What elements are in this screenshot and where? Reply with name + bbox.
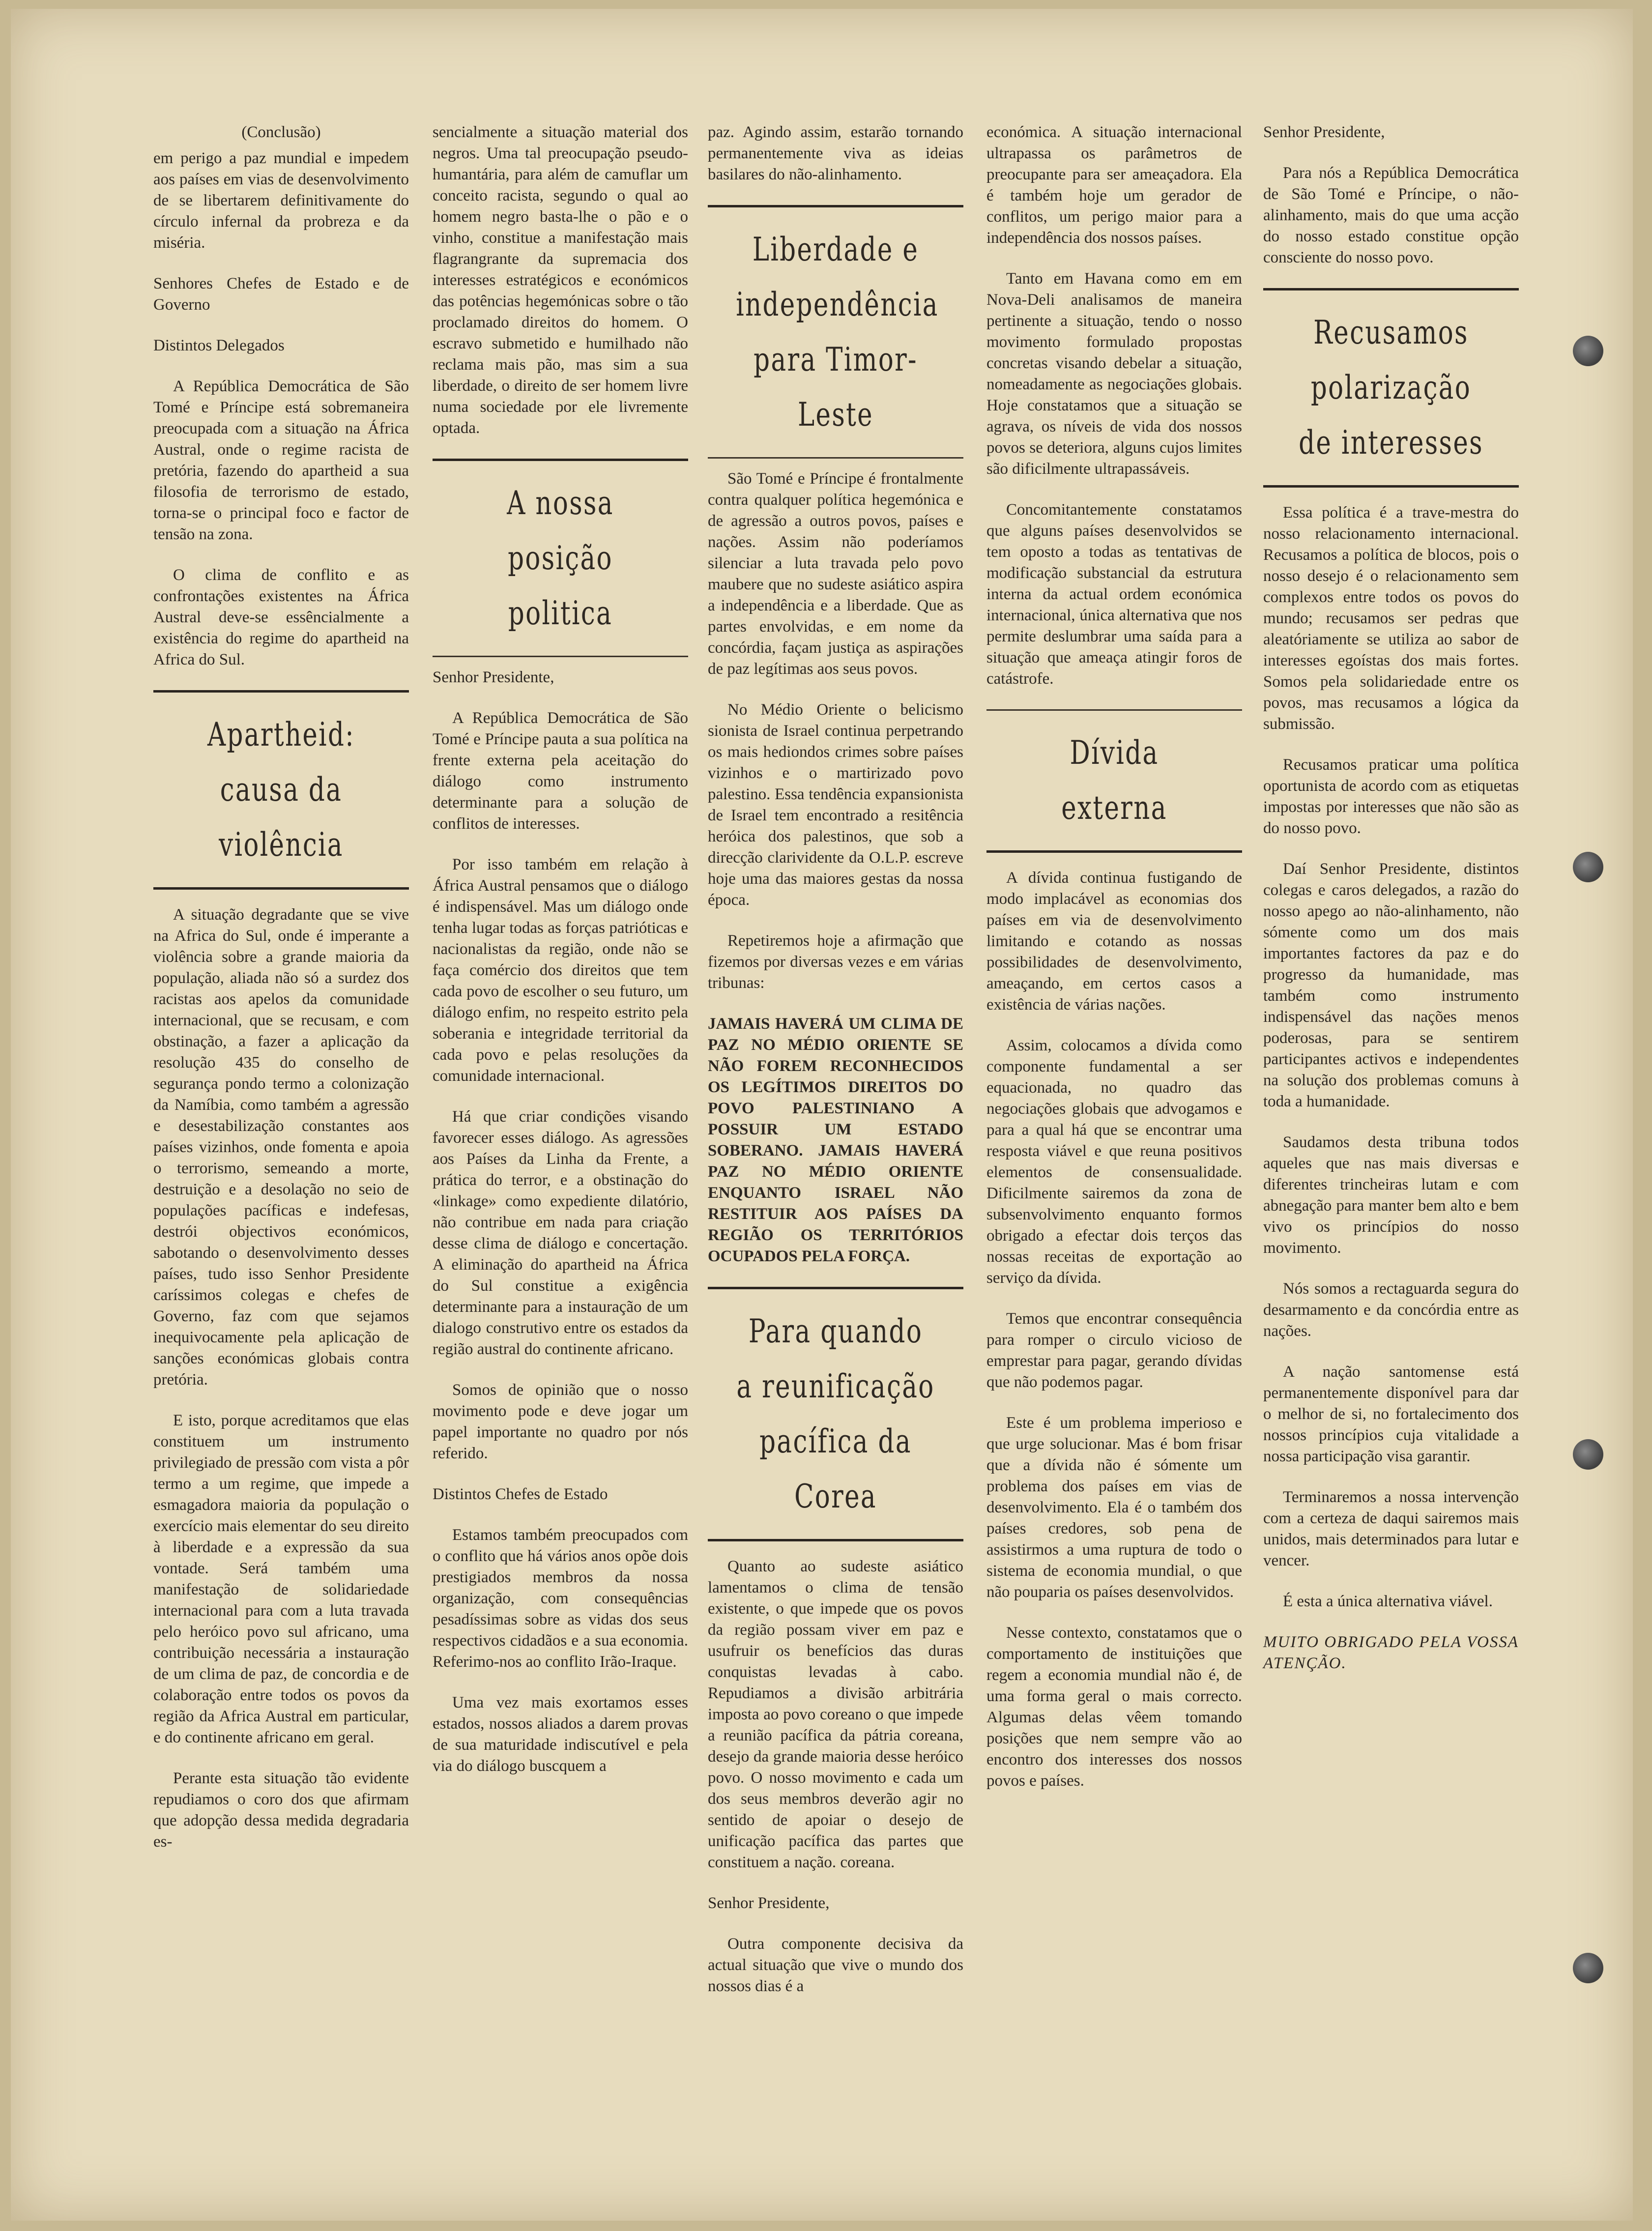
- section-divider: [708, 1539, 963, 1541]
- paragraph: Concomitantemente constatamos que alguns países desenvolvidos se tem oposto a todas as tentativas de modificação substancial da estrutura interna da actual ordem económica internacional, única alternativa que nos permite deslumbrar uma saída para a situação que ameaça atingir foros de catástrofe.: [986, 501, 1242, 688]
- section-divider: [153, 690, 409, 693]
- binder-hole: [1573, 1953, 1603, 1983]
- salutation: Senhores Chefes de Estado e de Governo: [153, 275, 409, 314]
- paragraph: Essa política é a trave-mestra do nosso relacionamento internacional. Recusamos a política de blocos, pois o nosso desejo é o relacionamento sem complexos entre todos os povos do mundo; recusamos ser pedras que aleatóriamente se utiliza ao sabor de interesses egoístas dos mais fortes. Somos pela solidariedade entre os povos, mas recusamos a lógica da submissão.: [1263, 504, 1519, 733]
- binder-hole: [1573, 336, 1603, 366]
- section-divider: [708, 1287, 963, 1289]
- paragraph: Repetiremos hoje a afirmação que fizemos por diversas vezes e em várias tribunas:: [708, 932, 963, 992]
- paragraph: Tanto em Havana como em em Nova-Deli analisamos de maneira pertinente a situação, tendo o nosso movimento formulado propostas concretas visando debelar a situação, nomeadamente as negociações globais. Hoje constatamos que a situação se agrava, os níveis de vida dos nossos povos se deteriora, alguns cujos limites são dificilmente ultrapassáveis.: [986, 270, 1242, 478]
- binder-hole: [1573, 1439, 1603, 1470]
- capitalized-statement: JAMAIS HAVERÁ UM CLIMA DE PAZ NO MÉDIO ORIENTE SE NÃO FOREM RECONHECIDOS OS LEGÍTIMOS DIREITOS DO POVO PALESTINIANO A POSSUIR UM ESTADO SOBERANO. JAMAIS HAVERÁ PAZ NO MÉDIO ORIENTE ENQUANTO ISRAEL NÃO RESTITUIR AOS PAÍSES DA REGIÃO OS TERRITÓRIOS OCUPADOS PELA FORÇA.: [708, 1015, 963, 1265]
- paragraph: São Tomé e Príncipe é frontalmente contra qualquer política hegemónica e de agressão a outros povos, países e nações. Assim não poderíamos silenciar a luta travada pelo povo maubere que no sudeste asiático aspira a independência e a liberdade. Que as partes envolvidas, e em nome da concórdia, façam justiça as aspirações de paz legítimas aos seus povos.: [708, 470, 963, 678]
- column-4: [986, 122, 1242, 1811]
- section-divider: [1263, 288, 1519, 290]
- paragraph: Há que criar condições visando favorecer esses diálogo. As agressões aos Países da Linha da Frente, a prática do terror, e a obstinação do «linkage» como expediente dilatório, não contribue em nada para criação desse clima de diálogo e concertação. A eliminação do apartheid na África do Sul constitue a exigência determinante para a instauração de um dialogo construtivo entre os estados da região austral do continente africano.: [433, 1108, 688, 1358]
- paragraph: Daí Senhor Presidente, distintos colegas e caros delegados, a razão do nosso apego ao não-alinhamento, não sómente como um dos mais importantes factores da paz e do progresso da humanidade, mas também como instrumento indispensável das nações menos poderosas, para se sentirem participantes activos e independentes na solução dos problemas comuns à toda a humanidade.: [1263, 860, 1519, 1110]
- paragraph: Assim, colocamos a dívida como componente fundamental a ser equacionada, no quadro das negociações globais que advogamos e para a qual há que se encontrar uma resposta viável e que reuna positivos elementos de consensualidade. Dificilmente sairemos da zona de subsenvolvimento enquanto formos obrigado a efectar dois terços das nossas receitas de exportação ao serviço da dívida.: [986, 1037, 1242, 1287]
- section-divider: [986, 709, 1242, 711]
- paragraph: A República Democrática de São Tomé e Príncipe pauta a sua política na frente externa pela aceitação do diálogo como instrumento determinante para a solução de conflitos de interesses.: [433, 709, 688, 833]
- newspaper-page: [11, 9, 1633, 2221]
- paragraph: Estamos também preocupados com o conflito que há vários anos opõe dois prestigiados membros da nossa organização, com consequências pesadíssimas sobre as vidas dos seus respectivos cidadãos e a sua economia. Referimo-nos ao conflito Irão-Iraque.: [433, 1526, 688, 1671]
- paragraph: Somos de opinião que o nosso movimento pode e deve jogar um papel importante no quadro por nós referido.: [433, 1381, 688, 1462]
- salutation: Senhor Presidente,: [1263, 123, 1385, 141]
- section-heading: Liberdade e independência para Timor-Leste: [736, 231, 939, 434]
- column-1: [153, 122, 409, 1872]
- paragraph: Quanto ao sudeste asiático lamentamos o clima de tensão existente, o que impede que os povos da região possam viver em paz e usufruir os benefícios das duras conquistas levadas à cabo. Repudiamos a divisão arbitrária imposta ao povo coreano o que impede a reunião pacífica da pátria coreana, desejo da grande maioria desse heróico povo. O nosso movimento e cada um dos seus membros deverão agir no sentido de apoiar o desejo de unificação pacífica das partes que constituem a nação. coreana.: [708, 1558, 963, 1871]
- paragraph: Perante esta situação tão evidente repudiamos o coro dos que afirmam que adopção dessa medida degradaria es-: [153, 1769, 409, 1851]
- section-divider: [153, 887, 409, 890]
- paragraph: Por isso também em relação à África Austral pensamos que o diálogo é indispensável. Mas um diálogo onde tenha lugar todas as forças patrióticas e nacionalistas da região, onde não se faça comércio dos direitos que tem cada povo de escolher o seu futuro, um diálogo enfim, no respeito estrito pela soberania e integridade territorial da cada povo e pelas resoluções da comunidade internacional.: [433, 856, 688, 1085]
- continuation-note: (Conclusão): [241, 123, 321, 141]
- salutation: Distintos Chefes de Estado: [433, 1485, 608, 1503]
- paragraph: Temos que encontrar consequência para romper o circulo vicioso de emprestar para pagar, gerando dívidas que não podemos pagar.: [986, 1310, 1242, 1391]
- paragraph: Recusamos praticar uma política oportunista de acordo com as etiquetas impostas por interesses que não são as do nosso povo.: [1263, 756, 1519, 837]
- closing-signature: MUITO OBRIGADO PELA VOSSA ATENÇÃO.: [1263, 1633, 1519, 1672]
- section-heading: Dívida externa: [1061, 734, 1167, 827]
- salutation: Distintos Delegados: [153, 337, 285, 354]
- salutation: Senhor Presidente,: [433, 668, 554, 686]
- section-divider: [708, 457, 963, 459]
- column-2: [433, 122, 688, 1796]
- paragraph: Nós somos a rectaguarda segura do desarmamento e da concórdia entre as nações.: [1263, 1280, 1519, 1340]
- paragraph: económica. A situação internacional ultrapassa os parâmetros de preocupante para ser ameaçadora. Ela é também hoje um gerador de conflitos, um perigo maior para a independência dos nossos países.: [986, 123, 1242, 247]
- section-heading: Para quando a reunificação pacífica da Corea: [736, 1312, 935, 1515]
- paragraph: E isto, porque acreditamos que elas constituem um instrumento privilegiado de pressão com vista a pôr termo a um regime, que impede a esmagadora maioria da população o exercício mais elementar do seu direito à liberdade e a expressão da sua vontade. Será também uma manifestação de solidariedade internacional para com a luta travada pelo heróico povo sul africano, uma contribuição necessária a instauração de um clima de paz, de concordia e de colaboração entre todos os povos da região da Africa Austral em particular, e do continente africano em geral.: [153, 1412, 409, 1746]
- paragraph: em perigo a paz mundial e impedem aos países em vias de desenvolvimento de se libertarem definitivamente do círculo infernal da probreza e da miséria.: [153, 149, 409, 252]
- paragraph: É esta a única alternativa viável.: [1283, 1593, 1493, 1610]
- paragraph: Para nós a República Democrática de São Tomé e Príncipe, o não-alinhamento, mais do que uma acção do nosso estado constitue opção consciente do nosso povo.: [1263, 164, 1519, 266]
- paragraph: paz. Agindo assim, estarão tornando permanentemente viva as ideias basilares do não-alinhamento.: [708, 123, 963, 183]
- section-heading: Apartheid: causa da violência: [207, 716, 355, 864]
- salutation: Senhor Presidente,: [708, 1894, 830, 1912]
- paragraph: A nação santomense está permanentemente disponível para dar o melhor de si, no fortalecimento dos nossos princípios cuja vitalidade a nossa participação visa garantir.: [1263, 1363, 1519, 1465]
- paragraph: Saudamos desta tribuna todos aqueles que nas mais diversas e diferentes trincheiras lutam e com abnegação para manter bem alto e bem vivo os princípios do nosso movimento.: [1263, 1133, 1519, 1257]
- column-3: [708, 122, 963, 2017]
- binder-hole: [1573, 852, 1603, 882]
- paragraph: Terminaremos a nossa intervenção com a certeza de daqui sairemos mais unidos, mais determinados para lutar e vencer.: [1263, 1488, 1519, 1569]
- paragraph: Outra componente decisiva da actual situação que vive o mundo dos nossos dias é a: [708, 1935, 963, 1995]
- paragraph: A situação degradante que se vive na Africa do Sul, onde é imperante a violência sobre a grande maioria da população, aliada não só a surdez dos racistas aos apelos da comunidade internacional, que se recusam, e com obstinação, a fazer a aplicação da resolução 435 do conselho de segurança pondo termo a colonização da Namíbia, como também a agressão e desestabilização constantes aos países vizinhos, onde fomenta e apoia o terrorismo, semeando a morte, destruição e a desolação no seio de populações pacíficas e indefesas, destrói objectivos económicos, sabotando o desenvolvimento desses países, tudo isso Senhor Presidente caríssimos colegas e chefes de Governo, faz com que sejamos inequivocamente pela aplicação de sanções económicas globais contra pretória.: [153, 906, 409, 1389]
- paragraph: sencialmente a situação material dos negros. Uma tal preocupação pseudo-humantária, para além de camuflar um conceito racista, segundo o qual ao homem negro basta-lhe o pão e o vinho, constitue a manifestação mais flagrangrante da supremacia dos interesses estratégicos e económicos das potências hegemónicas sobre o tão proclamado direitos do homem. O escravo submetido e humilhado não reclama mais pão, mas sim a sua liberdade, o direito de ser homem livre numa sociedade por ele livremente optada.: [433, 123, 688, 437]
- section-divider: [1263, 485, 1519, 488]
- section-divider: [986, 850, 1242, 853]
- section-heading: Recusamos polarização de interesses: [1299, 314, 1483, 462]
- column-5: [1263, 122, 1519, 1694]
- paragraph: Uma vez mais exortamos esses estados, nossos aliados a darem provas de sua maturidade indiscutível e pela via do diálogo buscquem a: [433, 1694, 688, 1775]
- paragraph: Este é um problema imperioso e que urge solucionar. Mas é bom frisar que a dívida não é sómente um problema dos países em vias de desenvolvimento. Ela é o também dos países credores, sob pena de assistirmos a uma ruptura de todo o sistema de economia mundial, o que não pouparia os países desenvolvidos.: [986, 1414, 1242, 1601]
- paragraph: A dívida continua fustigando de modo implacável as economias dos países em via de desenvolvimento limitando e cotando as nossas possibilidades de desenvolvimento, ameaçando, em certos casos a existência de várias nações.: [986, 869, 1242, 1014]
- section-divider: [433, 459, 688, 461]
- paragraph: A República Democrática de São Tomé e Príncipe está sobremaneira preocupada com a situação na África Austral, onde o regime racista de pretória, fazendo do apartheid a sua filosofia de terrorismo de estado, torna-se o principal foco e factor de tensão na zona.: [153, 377, 409, 543]
- paragraph: No Médio Oriente o belicismo sionista de Israel continua perpetrando os mais hediondos crimes sobre países vizinhos e o martirizado povo palestino. Essa tendência expansionista de Israel tem encontrado a resitência heróica dos palestinos, que sob a direcção clarividente da O.L.P. escreve hoje uma das maiores gestas da nossa época.: [708, 701, 963, 909]
- section-divider: [708, 205, 963, 207]
- paragraph: Nesse contexto, constatamos que o comportamento de instituições que regem a economia mundial não é, de uma forma geral o mais correcto. Algumas delas vêem tomando posições que nem sempre vão ao encontro dos interesses dos nossos povos e países.: [986, 1624, 1242, 1790]
- section-divider: [433, 656, 688, 657]
- paragraph: O clima de conflito e as confrontações existentes na África Austral deve-se essêncialmente a existência do regime do apartheid na Africa do Sul.: [153, 566, 409, 668]
- section-heading: A nossa posição politica: [507, 484, 614, 632]
